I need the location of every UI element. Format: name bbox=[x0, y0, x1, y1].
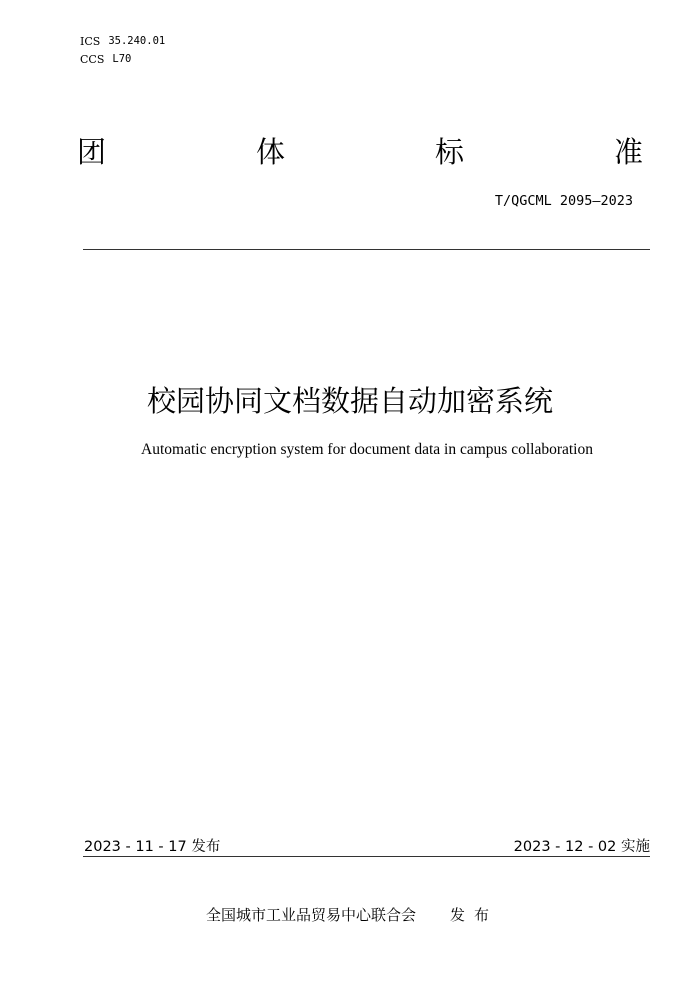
standard-number: T/QGCML 2095—2023 bbox=[494, 193, 633, 209]
implementation-date: 2023 - 12 - 02 实施 bbox=[513, 839, 650, 855]
standard-type-char-2: 体 bbox=[256, 135, 286, 169]
issuer-line bbox=[206, 904, 498, 925]
ccs-label: CCS bbox=[80, 53, 105, 66]
ccs-code: L70 bbox=[112, 53, 132, 65]
document-title-english: Automatic encryption system for document data in campus collaboration bbox=[141, 441, 593, 458]
ics-classification bbox=[80, 35, 165, 48]
standard-type-char-1: 团 bbox=[77, 135, 107, 169]
standard-type-char-4: 准 bbox=[614, 135, 644, 169]
ics-label: ICS bbox=[80, 35, 101, 48]
ics-code: 35.240.01 bbox=[108, 35, 166, 47]
document-title-chinese: 校园协同文档数据自动加密系统 bbox=[146, 384, 553, 418]
issuer-name: 全国城市工业品贸易中心联合会 bbox=[206, 906, 417, 924]
footer-divider bbox=[83, 856, 650, 857]
issuer-action: 发布 bbox=[450, 906, 499, 924]
publication-date: 2023 - 11 - 17 发布 bbox=[84, 839, 221, 855]
ccs-classification bbox=[80, 53, 131, 66]
header-divider bbox=[83, 249, 650, 250]
standard-type-char-3: 标 bbox=[435, 135, 465, 169]
